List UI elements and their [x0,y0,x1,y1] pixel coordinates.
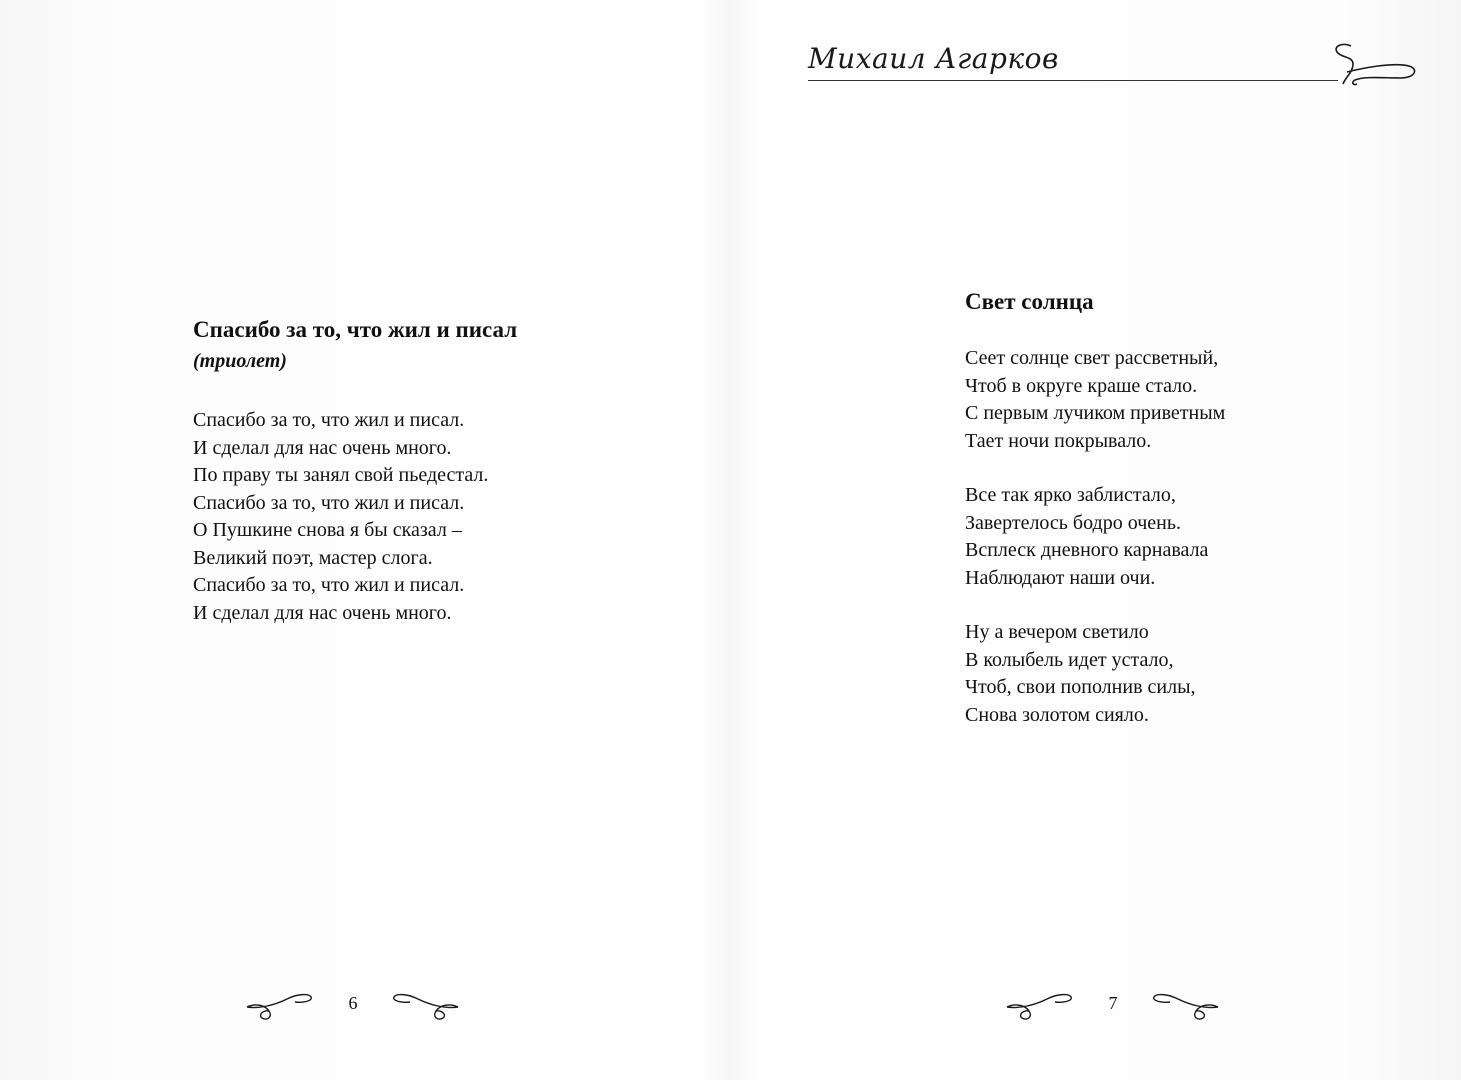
poem-line: Всплеск дневного карнавала [965,539,1209,561]
triolet-poem [193,313,693,627]
swirl-flourish-icon [245,985,315,1025]
running-header [808,38,1418,98]
svet-solntsa-poem [965,285,1425,729]
stanza [193,407,693,627]
poem-title: Свет солнца [965,289,1094,314]
poem-line: Чтоб в округе краше стало. [965,374,1198,397]
poem-line: Наблюдают наши очи. [965,566,1156,589]
poem-line: Тает ночи покрывало. [965,429,1152,452]
swirl-flourish-icon [390,985,460,1025]
poem-line: Спасибо за то, что жил и писал. [193,491,465,514]
poem-line: С первым лучиком приветным [965,402,1226,424]
page-number: 6 [348,993,358,1013]
stanza [965,345,1425,455]
poem-line: Великий поэт, мастер слога. [193,546,433,569]
poem-line: В колыбель идет устало, [965,648,1174,671]
flourish-ornament-icon [1323,38,1418,86]
poem-line: Чтоб, свои пополнив силы, [965,676,1196,698]
poem-line: О Пушкине снова я бы сказал – [193,519,462,541]
author-name: Михаил Агарков [808,42,1059,75]
stanza [965,619,1425,729]
page-number: 7 [1108,993,1118,1013]
right-page [730,0,1461,1080]
poem-title: Спасибо за то, что жил и писал [193,317,518,342]
left-page [0,0,730,1080]
poem-line: По праву ты занял свой пьедестал. [193,464,489,486]
poem-line: Завертелось бодро очень. [965,511,1181,534]
stanza [965,482,1425,592]
poem-subtitle: (триолет) [193,350,287,372]
swirl-flourish-icon [1150,985,1220,1025]
page-footer [1005,985,1225,1025]
poem-line: И сделал для нас очень много. [193,436,452,459]
poem-line: Спасибо за то, что жил и писал. [193,409,465,431]
swirl-flourish-icon [1005,985,1075,1025]
poem-line: И сделал для нас очень много. [193,601,452,624]
page-footer [245,985,465,1025]
poem-line: Снова золотом сияло. [965,703,1149,726]
poem-line: Ну а вечером светило [965,621,1149,643]
poem-line: Сеет солнце свет рассветный, [965,347,1219,369]
poem-line: Спасибо за то, что жил и писал. [193,574,465,596]
poem-line: Все так ярко заблистало, [965,484,1176,506]
header-rule [808,80,1338,81]
